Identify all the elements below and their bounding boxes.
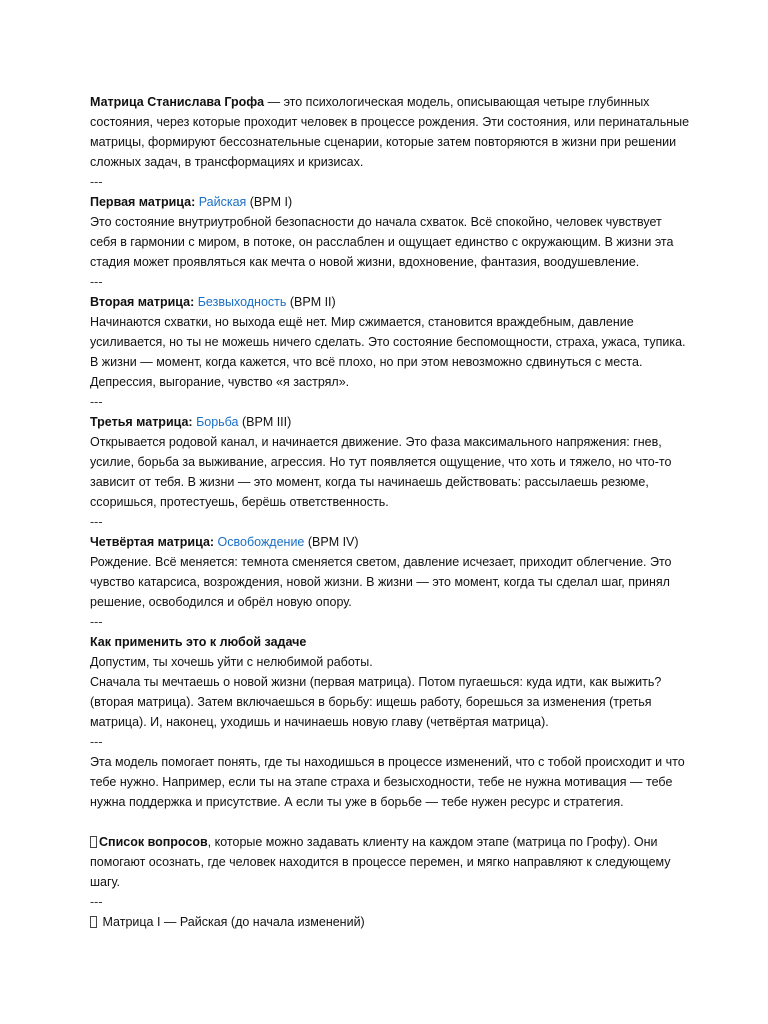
matrix-code: (BPM I) (246, 195, 293, 209)
separator: --- (90, 735, 103, 749)
matrix-label: Вторая матрица: (90, 295, 198, 309)
questions-bold: Список вопросов (99, 835, 208, 849)
matrix-2-text: Начинаются схватки, но выхода ещё нет. Мир сжимается, становится враждебным, давление усиливается, но ты не можешь ничего сделать. Это состояние беспомощности, страха, ужаса, тупика. В жизни — момент, когда кажется, что всё плохо, но при этом невозможно сдвинуться с места. Депрессия, выгорание, чувство «я застрял». (90, 315, 686, 389)
intro-text: — это психологическая модель, описывающая четыре глубинных состояния, через которые проходит человек в процессе рождения. Эти состояния, или перинатальные матрицы, формируют бессознательные сценарии, которые затем повторяются в жизни при решении сложных задач, в трансформациях и кризисах. (90, 95, 690, 169)
matrix-name-link[interactable]: Борьба (196, 415, 239, 429)
last-line (90, 912, 690, 932)
model-paragraph: Эта модель помогает понять, где ты находишься в процессе изменений, что с тобой происходит и что тебе нужно. Например, если ты на этапе страха и безысходности, тебе не нужна мотивация — тебе нужна поддержка и присутствие. А если ты уже в борьбе — тебе нужен ресурс и стратегия. (90, 755, 685, 809)
last-line-text: Матрица I — Райская (до начала изменений) (102, 915, 365, 929)
questions-text: , которые можно задавать клиенту на каждом этапе (матрица по Грофу). Они помогают осознать, где человек находится в процессе перемен, и мягко направляют к следующему шагу. (90, 835, 671, 889)
apply-line-2: Сначала ты мечтаешь о новой жизни (первая матрица). Потом пугаешься: куда идти, как выжить? (вторая матрица). Затем включаешься в борьбу: ищешь работу, борешься за изменения (третья матрица). И, наконец, уходишь и начинаешь новую главу (четвёртая матрица). (90, 675, 662, 729)
matrix-1-heading (90, 192, 690, 212)
matrix-label: Первая матрица: (90, 195, 199, 209)
matrix-name-link[interactable]: Освобождение (217, 535, 305, 549)
separator: --- (90, 275, 103, 289)
matrix-3-text: Открывается родовой канал, и начинается движение. Это фаза максимального напряжения: гнев, усилие, борьба за выживание, агрессия. Но тут появляется ощущение, что хоть и тяжело, но что-то зависит от тебя. В жизни — это момент, когда ты начинаешь действовать: рассылаешь резюме, ссоришься, протестуешь, берёшь ответственность. (90, 435, 672, 509)
separator: --- (90, 175, 103, 189)
intro-paragraph (90, 92, 690, 172)
matrix-code: (BPM III) (238, 415, 292, 429)
missing-glyph-icon (90, 836, 97, 848)
matrix-1-text: Это состояние внутриутробной безопасности до начала схваток. Всё спокойно, человек чувствует себя в гармонии с миром, в потоке, он расслаблен и ощущает единство с окружающим. В жизни эта стадия может проявляться как мечта о новой жизни, вдохновение, фантазия, воодушевление. (90, 215, 674, 269)
matrix-code: (BPM II) (286, 295, 336, 309)
separator: --- (90, 515, 103, 529)
matrix-code: (BPM IV) (304, 535, 359, 549)
matrix-name-link[interactable]: Райская (198, 195, 247, 209)
matrix-2-heading (90, 292, 690, 312)
separator: --- (90, 615, 103, 629)
separator: --- (90, 395, 103, 409)
matrix-4-heading (90, 532, 690, 552)
matrix-label: Третья матрица: (90, 415, 197, 429)
matrix-3-heading (90, 412, 690, 432)
document-page (90, 92, 690, 932)
matrix-name-link[interactable]: Безвыходность (197, 295, 287, 309)
apply-heading-text: Как применить это к любой задаче (90, 635, 307, 649)
matrix-label: Четвёртая матрица: (90, 535, 218, 549)
matrix-4-text: Рождение. Всё меняется: темнота сменяется светом, давление исчезает, приходит облегчение. Это чувство катарсиса, возрождения, новой жизни. В жизни — это момент, когда ты сделал шаг, принял решение, освободился и обрёл новую опору. (90, 555, 672, 609)
separator: --- (90, 895, 103, 909)
questions-paragraph (90, 832, 690, 892)
apply-heading (90, 632, 690, 652)
intro-bold: Матрица Станислава Грофа (90, 95, 265, 109)
blank-line (90, 812, 690, 832)
missing-glyph-icon (90, 916, 97, 928)
apply-line-1: Допустим, ты хочешь уйти с нелюбимой работы. (90, 655, 373, 669)
